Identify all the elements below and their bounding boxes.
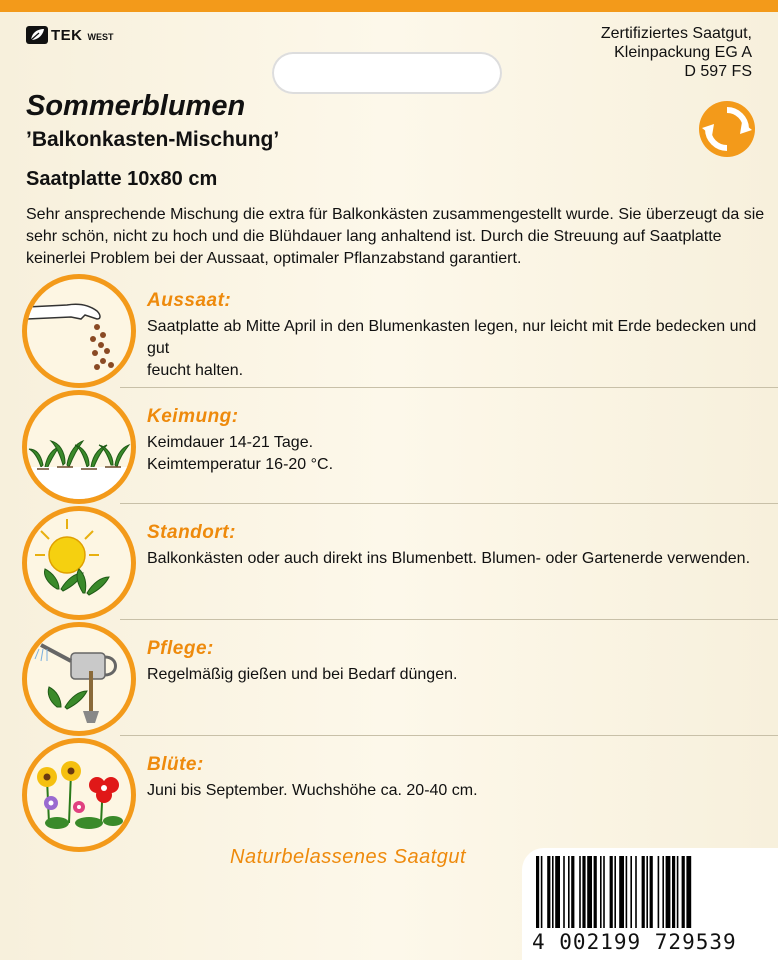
- barcode-bar: [619, 856, 624, 928]
- standort-heading: Standort:: [147, 522, 236, 543]
- bluete-line-1: Juni bis September. Wuchshöhe ca. 20-40 cm.: [147, 782, 478, 799]
- barcode-bar: [594, 856, 597, 928]
- barcode-bar: [686, 856, 691, 928]
- divider: [120, 619, 778, 620]
- aussaat-line-1: Saatplatte ab Mitte April in den Blumenkasten legen, nur leicht mit Erde bedecken und gut: [147, 318, 757, 357]
- intro-text: Sehr ansprechende Mischung die extra für Balkonkästen zusammengestellt wurde. Sie überzeugt da sie sehr schön, nicht zu hoch und die Blühdauer lang anhaltend ist. Durch die Streuung auf Saatplatte keinerlei Problem bei der Aussaat, optimaler Pflanzabstand garantiert.: [26, 206, 765, 267]
- barcode-bar: [662, 856, 664, 928]
- barcode-bar: [646, 856, 648, 928]
- barcode-bar: [603, 856, 605, 928]
- barcode-bar: [642, 856, 645, 928]
- section-standort: [0, 506, 778, 626]
- product-title: Sommerblumen: [26, 90, 246, 122]
- divider: [120, 503, 778, 504]
- barcode-bar: [600, 856, 602, 928]
- aussaat-heading: Aussaat:: [147, 290, 232, 311]
- section-keimung: [0, 390, 778, 510]
- recycle-icon: [698, 100, 756, 158]
- keimung-line-2: Keimtemperatur 16-20 °C.: [147, 456, 334, 473]
- barcode-bar: [579, 856, 581, 928]
- standort-line-1: Balkonkästen oder auch direkt ins Blumenbett. Blumen- oder Gartenerde verwenden.: [147, 550, 751, 567]
- barcode-bar: [635, 856, 637, 928]
- watering-can-icon: [27, 627, 131, 731]
- leaf-logo-icon: [26, 26, 48, 44]
- keimung-text: [147, 432, 767, 476]
- barcode-bar: [587, 856, 592, 928]
- divider: [120, 735, 778, 736]
- section-aussaat: [0, 274, 778, 394]
- barcode-digits: 4 002199 729539: [532, 930, 737, 954]
- keimung-line-1: Keimdauer 14-21 Tage.: [147, 434, 314, 451]
- barcode-bar: [536, 856, 539, 928]
- barcode-bar: [626, 856, 628, 928]
- hang-hole: [272, 52, 502, 94]
- pflege-circle: [22, 622, 136, 736]
- pflege-text: [147, 664, 767, 686]
- barcode-bars: [534, 856, 766, 932]
- divider: [120, 387, 778, 388]
- barcode-bar: [677, 856, 679, 928]
- sun-plant-icon: [27, 511, 131, 615]
- barcode-bar: [658, 856, 660, 928]
- top-color-band: [0, 0, 778, 12]
- barcode-bar: [568, 856, 570, 928]
- barcode-bar: [682, 856, 685, 928]
- barcode-bar: [582, 856, 585, 928]
- product-variety: ’Balkonkasten-Mischung’: [26, 128, 280, 151]
- seedlings-icon: [27, 395, 131, 499]
- barcode-bar: [547, 856, 550, 928]
- barcode-bar: [541, 856, 543, 928]
- bluete-circle: [22, 738, 136, 852]
- pflege-line-1: Regelmäßig gießen und bei Bedarf düngen.: [147, 666, 458, 683]
- product-format: Saatplatte 10x80 cm: [26, 168, 218, 190]
- section-bluete: [0, 738, 778, 858]
- standort-circle: [22, 506, 136, 620]
- brand-name: TEK: [51, 26, 83, 44]
- bluete-heading: Blüte:: [147, 754, 204, 775]
- aussaat-text: [147, 316, 767, 382]
- cert-line-3: D 597 FS: [684, 63, 752, 80]
- cert-line-1: Zertifiziertes Saatgut,: [600, 25, 752, 42]
- section-pflege: [0, 622, 778, 742]
- barcode-bar: [563, 856, 565, 928]
- bluete-text: [147, 780, 767, 802]
- standort-text: [147, 548, 767, 570]
- pflege-heading: Pflege:: [147, 638, 214, 659]
- sowing-hand-icon: [27, 279, 131, 383]
- barcode-bar: [614, 856, 616, 928]
- keimung-circle: [22, 390, 136, 504]
- barcode-bar: [650, 856, 653, 928]
- brand-sub: WEST: [87, 31, 114, 42]
- cert-line-2: Kleinpackung EG A: [614, 44, 752, 61]
- certification-block: [601, 24, 752, 81]
- brand-logo: [26, 26, 114, 44]
- barcode-bar: [672, 856, 675, 928]
- barcode-bar: [630, 856, 632, 928]
- barcode-bar: [666, 856, 671, 928]
- aussaat-circle: [22, 274, 136, 388]
- barcode: [522, 848, 778, 960]
- aussaat-line-2: feucht halten.: [147, 362, 244, 379]
- barcode-bar: [571, 856, 574, 928]
- flowers-icon: [27, 743, 131, 847]
- barcode-bar: [610, 856, 613, 928]
- barcode-bar: [555, 856, 560, 928]
- barcode-bar: [552, 856, 554, 928]
- keimung-heading: Keimung:: [147, 406, 239, 427]
- footer-slogan: Naturbelassenes Saatgut: [230, 846, 467, 868]
